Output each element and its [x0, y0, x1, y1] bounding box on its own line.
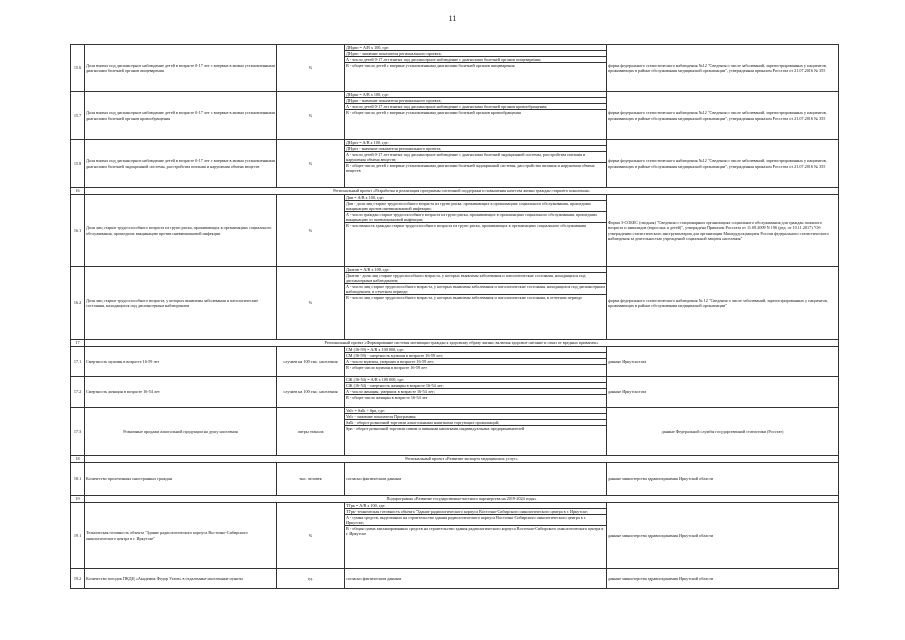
section-number: 16 [71, 188, 85, 195]
source-cell: Форма 3-СОБЕС (сводная) "Сведения о стационарных организациях социального обслуживания для граждан пожилого возраста и инвалидов (взрослых и детей)", утверждена Приказом Росстата от 11.09.2009 N 196 (ред. от 10.11.2017) "Об утверждении статистического инструментария для организации Минтрудсоцзащиты России федерального статистического наблюдения за деятельностью учреждений социальной защиты населения" [607, 195, 839, 267]
method-cell [345, 503, 607, 569]
method-line: B - число лиц старше трудоспособного возраста, у которых выявлены заболевания и патологические состояния, в отчетном периоде [346, 295, 583, 301]
method-line: Valc - значение показателя Программы; [345, 414, 606, 420]
indicator-name: Количество поездок ПКДЦ «Академик Федор Углов» в отдаленные населенные пункты [85, 569, 277, 589]
indicator-name: Доля взятых под диспансерное наблюдение детей в возрасте 0-17 лет с впервые в жизни установленными диагнозами болезней эндокринной системы, расстройства питания и нарушения обмена веществ [85, 140, 277, 188]
method-line: A - сумма средств, выделенных на строительство здания радиологического корпуса Восточно-Сибирского онкологического центра в г. Иркутске; [345, 515, 606, 526]
source-cell: форма федерального статистического наблюдения №12 "Сведения о числе заболеваний, зарегистрированных у пациентов, проживающих в районе обслуживания медицинской организации", утвержденная приказом Росстата от 21.07.2016 № 355 [607, 140, 839, 188]
method-line: B - общее число детей с впервые установленными диагнозами болезней эндокринной системы, расстройства питания и нарушения обмена веществ [346, 163, 595, 174]
row-number: 15.6 [71, 45, 85, 92]
row-number: 15.8 [71, 140, 85, 188]
method-line: A - число мужчин, умерших в возрасте 16-59 лет; [345, 359, 606, 365]
row-number: 17.1 [71, 347, 85, 377]
method-cell [345, 408, 607, 456]
section-title: Региональный проект «Формирование системы мотивации граждан к здоровому образу жизни, включая здоровое питание и отказ от вредных привычек» [85, 340, 839, 347]
indicator-name: Доля взятых под диспансерное наблюдение детей в возрасте 0-17 лет с впервые в жизни установленными диагнозами болезней органов пищеварения [85, 45, 277, 92]
method-line: A - число лиц старше трудоспособного возраста, у которых выявлены заболевания и патологические состояния, находящихся под диспансерным наблюдением, в отчетном периоде; [346, 284, 605, 295]
method-cell [345, 92, 607, 140]
table-row [71, 92, 839, 140]
source-cell: форма федерального статистического наблюдения № 12 "Сведения о числе заболеваний, зарегистрированных у пациентов, проживающих в районе обслуживания медицинской организации" [607, 267, 839, 340]
section-number: 18 [71, 456, 85, 463]
source-cell: данные министерства здравоохранения Иркутской области [607, 463, 839, 496]
row-number: 19.1 [71, 503, 85, 569]
method-line: CM (16-59) = A/B х 100 000, где: [345, 347, 606, 353]
unit-cell: % [277, 45, 345, 92]
method-line: Дпатпв - доля лиц старше трудоспособного возраста, у которых выявлены заболевания и патологические состояния, находящихся под диспансерным наблюдением; [345, 273, 606, 284]
indicator-name: Доля лиц старше трудоспособного возраста, у которых выявлены заболевания и патологические состояния, находящихся под диспансерным наблюдением [85, 267, 277, 340]
unit-cell: ед. [277, 569, 345, 589]
indicators-table [70, 44, 839, 589]
section-number: 19 [71, 496, 85, 503]
unit-cell: случаев на 100 тыс. населения [277, 347, 345, 377]
method-line: Spn - оборот розничной торговли пивом и пивными напитками индивидуальных предпринимателей [346, 426, 525, 432]
indicator-name: Количество пролеченных иностранных граждан [85, 463, 277, 496]
method-line: A - число детей 0-17 лет взятых под диспансерное наблюдение с диагнозами болезней органов кровообращения; [345, 104, 606, 110]
indicator-name: Смертность мужчин в возрасте 16-59 лет [85, 347, 277, 377]
unit-cell: тыс. человек [277, 463, 345, 496]
section-title: Подпрограмма «Развитие государственно-частного партнерства на 2019-2024 годы» [85, 496, 839, 503]
method-cell [345, 463, 607, 496]
unit-cell: литры этанола [277, 408, 345, 456]
section-header-row [71, 340, 839, 347]
source-cell: данные Иркутскстата [607, 377, 839, 408]
unit-cell: случаев на 100 тыс. населения [277, 377, 345, 408]
method-cell [345, 45, 607, 92]
row-number: 19.2 [71, 569, 85, 589]
row-number: 15.7 [71, 92, 85, 140]
table-row [71, 463, 839, 496]
section-title: Региональный проект «Развитие экспорта медицинских услуг» [85, 456, 839, 463]
row-number: 18.1 [71, 463, 85, 496]
method-line: ДНдпэ = A/B х 100, где: [345, 140, 606, 146]
method-line: A - число женщин, умерших в возрасте 16-54 лет; [345, 389, 606, 395]
section-header-row [71, 456, 839, 463]
page-number: 11 [448, 14, 457, 23]
method-line: A - число граждан старше трудоспособного возраста из групп риска, проживающих в организациях социального обслуживания, прошедших вакцинацию от пневмококковой инфекции; [345, 212, 606, 223]
method-line: B - общее число женщин в возрасте 16-54 лет [346, 395, 428, 401]
method-line: ДНдпэ - значение показателя регионального проекта; [345, 146, 606, 152]
unit-cell: % [277, 92, 345, 140]
table-row [71, 503, 839, 569]
indicator-name: Техническая готовность объекта "Здание радиологического корпуса Восточно-Сибирского онкологического центра в г. Иркутске" [85, 503, 277, 569]
method-cell [345, 195, 607, 267]
source-cell: форма федерального статистического наблюдения №12 "Сведения о числе заболеваний, зарегистрированных у пациентов, проживающих в районе обслуживания медицинской организации", утвержденная приказом Росстата от 21.07.2016 № 355 [607, 92, 839, 140]
method-line: ТГрк- техническая готовность объекта "Здание радиологического корпуса Восточно-Сибирского онкологического центра в г. Иркутске; [345, 509, 606, 515]
source-cell: данные Федеральной службы государственной статистики (Росстат) [607, 408, 839, 456]
method-cell [345, 569, 607, 589]
table-row [71, 45, 839, 92]
method-line: B - общее число детей с впервые установленными диагнозами болезней органов пищеварения [346, 63, 515, 69]
method-line: CM (16-59) - смертность мужчин в возрасте 16-59 лет; [345, 353, 606, 359]
source-cell: данные Иркутскстата [607, 347, 839, 377]
method-line: СЖ (16-54) = A/B х 100 000, где: [345, 377, 606, 383]
method-line: ДНдпп - значение показателя регионального проекта; [345, 51, 606, 57]
method-line: Дпв = A/B х 100, где: [345, 195, 606, 201]
unit-cell: % [277, 267, 345, 340]
table-row [71, 569, 839, 589]
method-line: ТГрк = A/B х 100, где: [345, 503, 606, 509]
section-number: 17 [71, 340, 85, 347]
method-line: B - численность граждан старше трудоспособного возраста из групп риска, проживающих в организациях социального обслуживания [346, 223, 586, 229]
row-number: 17.2 [71, 377, 85, 408]
table-row [71, 140, 839, 188]
indicator-name: Розничные продажи алкогольной продукции на душу населения [85, 408, 277, 456]
method-line: СЖ (16-54) - смертность женщин в возрасте 16-54 лет; [345, 383, 606, 389]
section-title: Региональный проект «Разработка и реализация программы системной поддержки и повышения качества жизни граждан старшего поколения» [85, 188, 839, 195]
method-line: ДНдпк - значение показателя регионального проекта; [345, 98, 606, 104]
method-line: A - число детей 0-17 лет взятых под диспансерное наблюдение с диагнозами болезней органов пищеварения; [345, 57, 606, 63]
source-cell: форма федерального статистического наблюдения №12 "Сведения о числе заболеваний, зарегистрированных у пациентов, проживающих в районе обслуживания медицинской организации", утвержденная приказом Росстата от 21.07.2016 № 355 [607, 45, 839, 92]
source-cell: данные министерства здравоохранения Иркутской области [607, 503, 839, 569]
method-cell [345, 140, 607, 188]
method-line: Salk - оборот розничной торговли алкогольными напитками торгующих организаций; [345, 420, 606, 426]
method-line: согласно фактическим данным [346, 575, 402, 581]
method-line: ДНдпк = A/B х 100, где: [345, 92, 606, 98]
source-cell: данные министерства здравоохранения Иркутской области [607, 569, 839, 589]
method-line: Valc = Salk ÷ Spn, где: [345, 408, 606, 414]
table-row [71, 195, 839, 267]
table-row [71, 408, 839, 456]
section-header-row [71, 188, 839, 195]
section-header-row [71, 496, 839, 503]
indicator-name: Смертность женщин в возрасте 16-54 лет [85, 377, 277, 408]
unit-cell: % [277, 140, 345, 188]
row-number: 16.1 [71, 195, 85, 267]
method-cell [345, 267, 607, 340]
method-line: ДНдпп = A/B х 100, где: [345, 45, 606, 51]
row-number: 17.3 [71, 408, 85, 456]
method-line: B - общее число детей с впервые установленными диагнозами болезней органов кровообращения [346, 110, 521, 116]
method-line: Дпв - доля лиц старше трудоспособного возраста из групп риска, проживающих в организациях социального обслуживания, прошедших вакцинацию против пневмококковой инфекции; [345, 201, 606, 212]
table-row [71, 347, 839, 377]
method-cell [345, 377, 607, 408]
unit-cell: % [277, 195, 345, 267]
method-line: B - общее число мужчин в возрасте 16-59 лет [346, 365, 427, 371]
unit-cell: % [277, 503, 345, 569]
row-number: 16.2 [71, 267, 85, 340]
method-line: A - число детей 0-17 лет взятых под диспансерное наблюдение с диагнозами болезней эндокринной системы, расстройства питания и нарушения обмена веществ; [345, 152, 606, 163]
method-line: согласно фактическим данным [346, 476, 402, 482]
indicator-name: Доля взятых под диспансерное наблюдение детей в возрасте 0-17 лет с впервые в жизни установленными диагнозами болезней органов кровообращения [85, 92, 277, 140]
method-line: B - общая сумма запланированных средств на строительство здания радиологического корпуса Восточно-Сибирского онкологического центра в г. Иркутске [346, 526, 604, 537]
indicator-name: Доля лиц старше трудоспособного возраста из групп риска, проживающих в организациях социального обслуживания, прошедших вакцинацию против пневмококковой инфекции [85, 195, 277, 267]
table-row [71, 377, 839, 408]
method-cell [345, 347, 607, 377]
method-line: Дпатпв = A/B х 100, где: [345, 267, 606, 273]
table-row [71, 267, 839, 340]
